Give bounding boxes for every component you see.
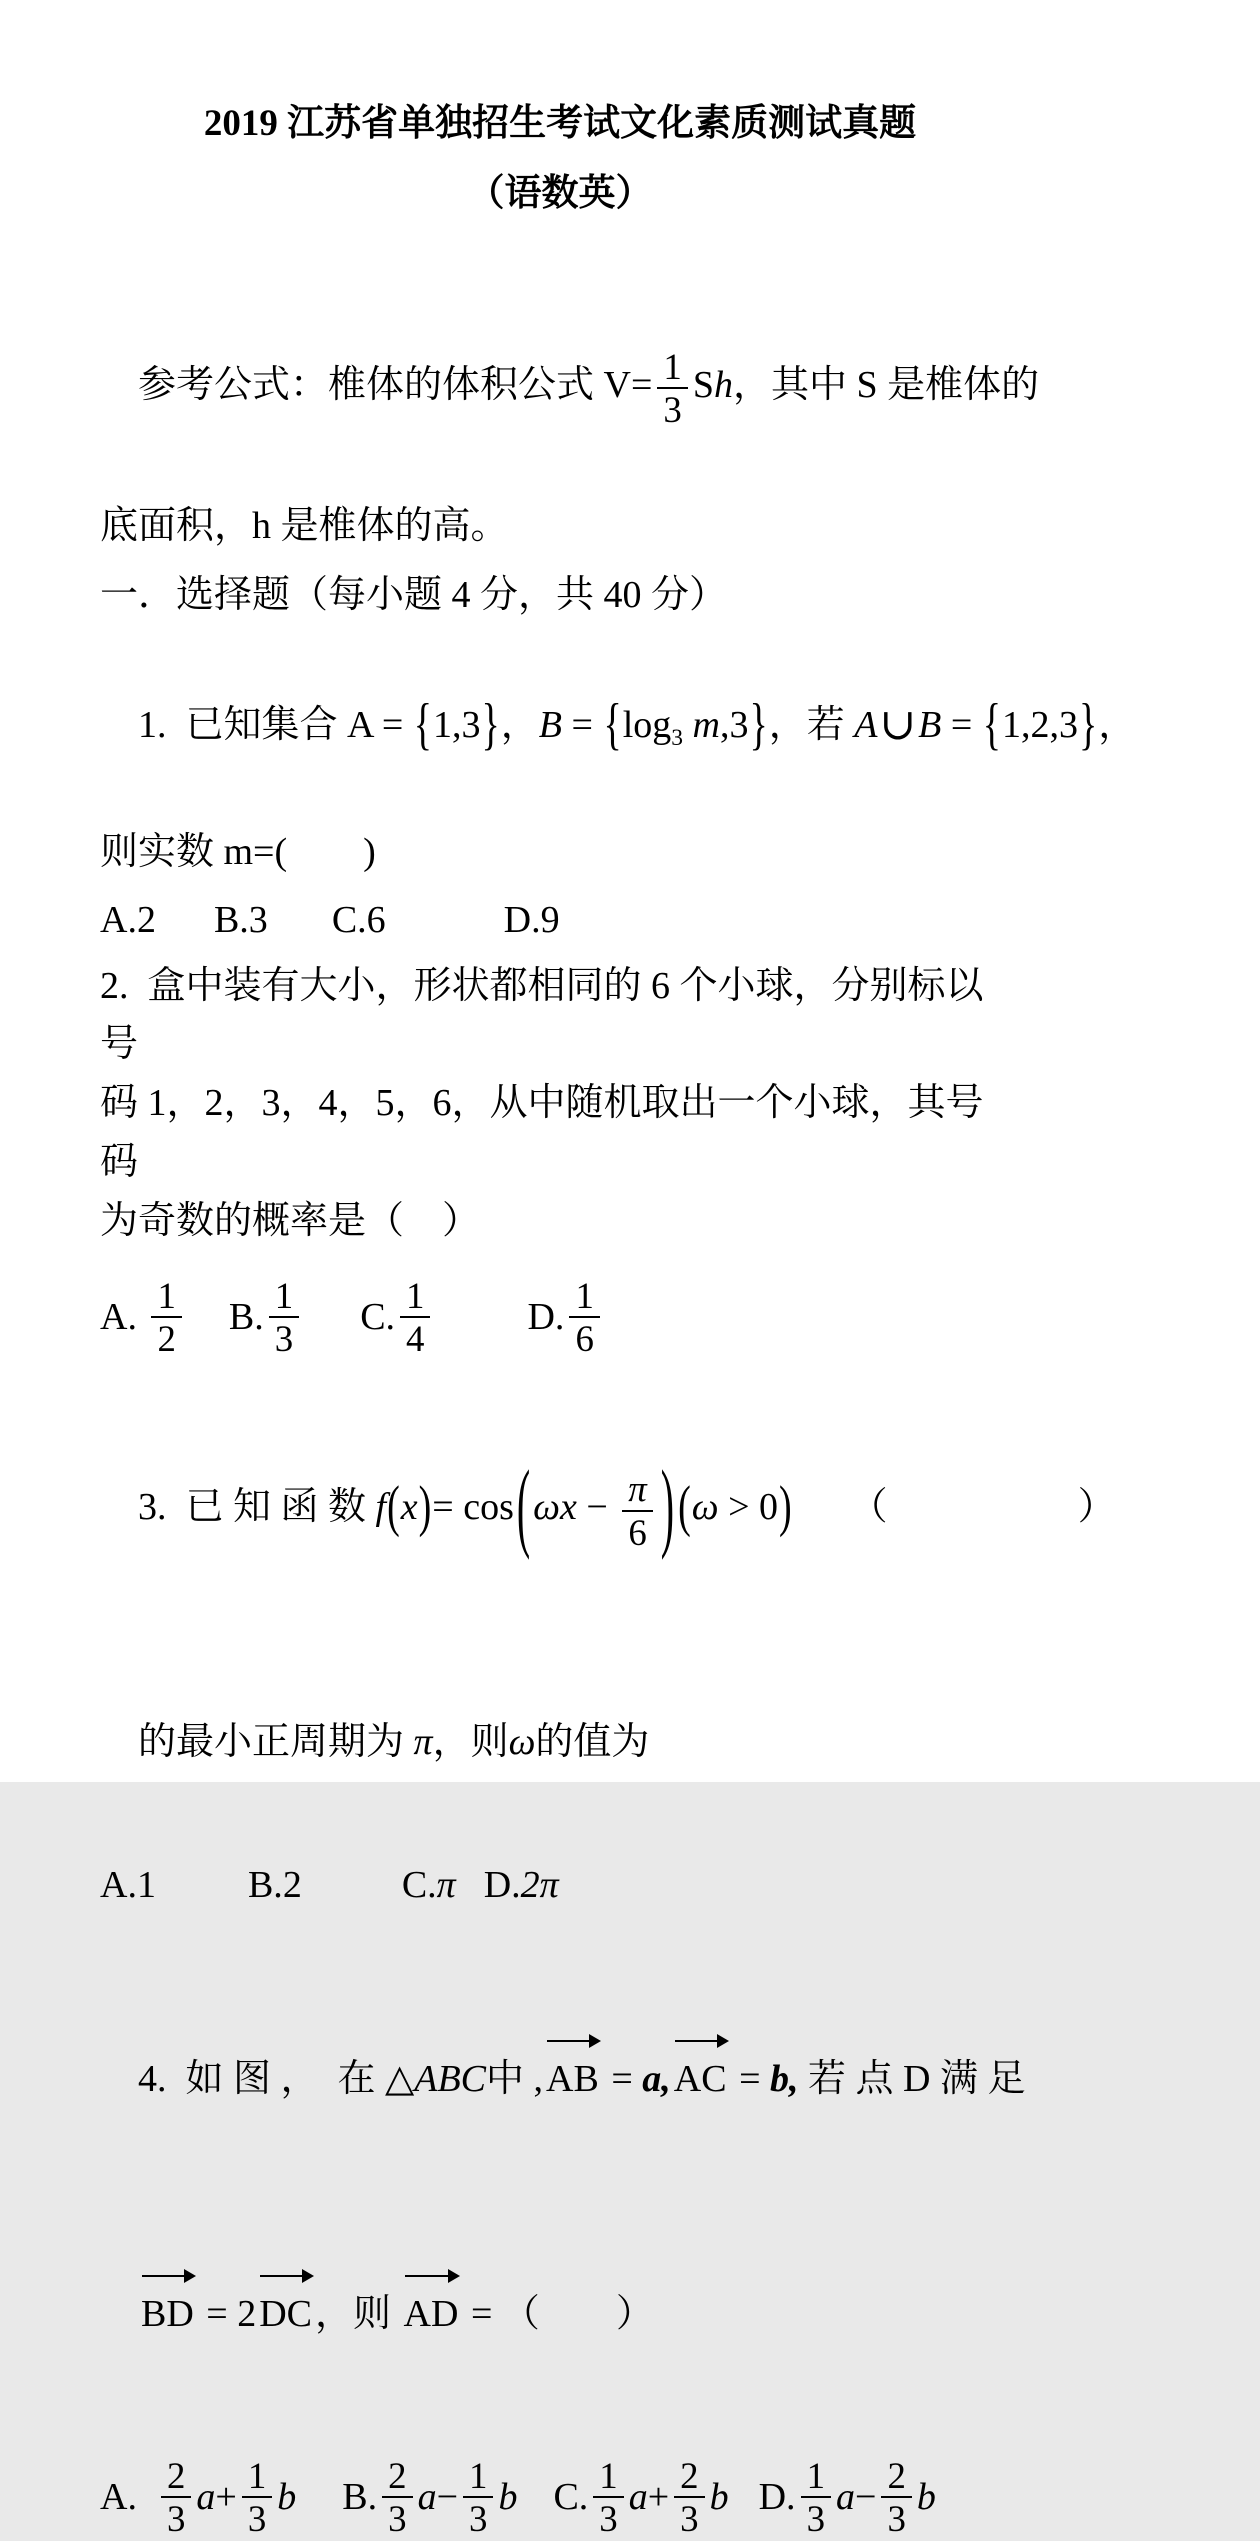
q3-answer-parens: （ ）	[792, 1486, 1116, 1529]
question-1-line-1	[100, 633, 1137, 819]
fraction-one-third: $\frac{1}{3}$	[657, 346, 687, 431]
left-brace: {	[603, 693, 622, 757]
left-brace: {	[413, 693, 433, 757]
question-1-options	[100, 892, 1020, 949]
q1-text: 1. 已知集合 A =	[138, 704, 413, 747]
note-text: 参考公式：椎体的体积公式 V=	[138, 363, 653, 406]
q4-text-5: = （ ）	[461, 2293, 654, 2336]
q2-option-d	[527, 1273, 604, 1362]
q1-text-2: ，若	[768, 704, 855, 747]
q4-option-a: A. $\frac{2}{3}$ a + $\frac{1}{3}$ b	[100, 2454, 297, 2540]
q4-text-4: ，则	[315, 2293, 401, 2336]
q3-equals-cos: = cos	[432, 1486, 514, 1529]
q3-option-c: C. π	[401, 1863, 456, 1906]
question-2-line-3: 为奇数的概率是（ ）	[100, 1200, 481, 1243]
page-title: 2019 江苏省单独招生考试文化素质测试真题	[203, 103, 917, 144]
option-label: B.	[228, 1295, 264, 1338]
vector-DC: DC	[259, 2285, 312, 2344]
right-brace: }	[1079, 693, 1098, 757]
q3-text-4: 的值为	[535, 1720, 650, 1763]
fraction: $\frac{2}{3}$	[881, 2455, 911, 2540]
q3-gt-zero: > 0	[718, 1486, 778, 1529]
question-1-line-2: 则实数 m=( )	[100, 830, 376, 873]
page-subtitle: （语数英）	[467, 172, 653, 214]
q4-text-3: 若 点 D 满 足	[798, 2058, 1026, 2101]
q4-ABC-italic: ABC	[414, 2058, 487, 2101]
q1-set-2-rest: ,3	[720, 704, 749, 747]
q1-option-c: C.6	[331, 898, 386, 941]
q3-f-italic: f	[375, 1486, 387, 1529]
reference-formula-line-2: 底面积，h 是椎体的高。	[100, 505, 509, 548]
q4-equals: =	[601, 2058, 643, 2101]
q3-option-b: B. 2	[247, 1863, 302, 1906]
q3-pi-italic: π	[413, 1720, 433, 1763]
q1-B2-italic: B	[918, 704, 942, 747]
question-4-options	[100, 2453, 1020, 2541]
vector-AD: AD	[404, 2285, 459, 2344]
option-label: D.	[527, 1295, 565, 1338]
q2-option-c	[360, 1273, 435, 1362]
note-h-italic: h	[713, 363, 733, 406]
union-symbol: ∪	[879, 701, 917, 750]
option-label: C.	[360, 1295, 396, 1338]
q1-log: log	[622, 704, 672, 747]
vector-AC: AC	[674, 2050, 727, 2109]
option-label: A.	[100, 1295, 147, 1338]
vector-BD: BD	[141, 2285, 194, 2344]
q4-option-b: B. $\frac{2}{3}$ a − $\frac{1}{3}$ b	[342, 2454, 518, 2540]
fraction: $\frac{2}{3}$	[674, 2455, 704, 2540]
question-2-line-1: 2. 盒中装有大小，形状都相同的 6 个小球，分别标以号	[100, 964, 984, 1066]
big-right-paren: )	[660, 1449, 675, 1562]
fraction: $\frac{2}{3}$	[161, 2455, 191, 2540]
q1-set-1: 1,3	[433, 704, 481, 747]
q1-option-d: D.9	[503, 898, 560, 941]
q4-text-2: 中 ,	[486, 2058, 544, 2101]
q1-comma-2: ，	[1098, 704, 1137, 747]
fraction: $\frac{1}{3}$	[269, 1275, 299, 1360]
q2-option-b	[229, 1273, 304, 1362]
question-4-line-1	[100, 1992, 1026, 2169]
right-paren: )	[418, 1475, 432, 1539]
reference-formula-line	[100, 285, 1040, 491]
left-paren: (	[678, 1475, 691, 1539]
fraction: $\frac{1}{3}$	[593, 2455, 623, 2540]
note-text-2: ，其中 S 是椎体的	[732, 363, 1040, 406]
q1-comma: ，	[500, 704, 539, 747]
q3-omega-x-italic: ωx	[533, 1486, 577, 1529]
q1-m-italic: m	[683, 704, 720, 747]
q1-option-b: B.3	[213, 898, 268, 941]
q3-x-italic: x	[400, 1486, 418, 1529]
q3-option-a: A. 1	[100, 1863, 156, 1906]
question-3-line-1	[100, 1408, 1116, 1614]
q1-B-italic: B	[538, 704, 563, 747]
q3-text: 3. 已 知 函 数	[138, 1486, 376, 1529]
q3-omega-2-italic: ω	[508, 1720, 536, 1763]
q4-option-d: D. $\frac{1}{3}$ a − $\frac{2}{3}$ b	[758, 2454, 936, 2540]
q3-text-2: 的最小正周期为	[138, 1720, 414, 1763]
q4-option-c: C. $\frac{1}{3}$ a + $\frac{2}{3}$ b	[553, 2454, 729, 2540]
left-brace: {	[982, 693, 1001, 757]
fraction: $\frac{2}{3}$	[382, 2455, 412, 2540]
q3-option-d: D. 2π	[483, 1863, 559, 1906]
q1-log-base: 3	[671, 725, 684, 752]
fraction: $\frac{1}{3}$	[463, 2455, 493, 2540]
q1-equals: =	[562, 704, 603, 747]
fraction: $\frac{1}{2}$	[151, 1275, 181, 1360]
q4-b-bold-italic: b,	[770, 2058, 799, 2101]
question-2-line-2: 码 1，2，3，4，5，6，从中随机取出一个小球，其号码	[100, 1082, 984, 1184]
fraction: $\frac{1}{6}$	[569, 1275, 599, 1360]
fraction: $\frac{1}{3}$	[801, 2455, 831, 2540]
fraction: $\frac{1}{4}$	[400, 1275, 430, 1360]
q3-omega-italic: ω	[691, 1486, 719, 1529]
question-2-options	[100, 1273, 1020, 1362]
q2-option-a	[100, 1273, 187, 1362]
question-3-options	[100, 1857, 1020, 1914]
minus-sign: −	[576, 1486, 618, 1529]
question-3-line-2	[100, 1654, 1020, 1831]
triangle-symbol: △	[385, 2058, 415, 2101]
vector-AB: AB	[546, 2050, 599, 2109]
q1-A-italic: A	[854, 704, 878, 747]
q4-text: 4. 如 图 ， 在	[138, 2058, 386, 2101]
q3-text-3: ，则	[432, 1720, 509, 1763]
fraction-pi-sixth: $\frac{\pi}{6}$	[622, 1468, 652, 1553]
q1-option-a: A.2	[100, 898, 156, 941]
note-S: S	[692, 363, 714, 406]
question-4-line-2	[100, 2226, 1020, 2403]
left-paren: (	[387, 1475, 400, 1539]
q1-equals-2: =	[941, 704, 982, 747]
right-brace: }	[481, 693, 500, 757]
fraction: $\frac{1}{3}$	[242, 2455, 272, 2540]
q4-equals-3: = 2	[196, 2293, 257, 2336]
big-left-paren: (	[516, 1449, 531, 1562]
q4-a-bold-italic: a,	[642, 2058, 671, 2101]
right-paren: )	[779, 1475, 792, 1539]
right-brace: }	[749, 693, 768, 757]
q1-set-3: 1,2,3	[1002, 704, 1078, 747]
q4-equals-2: =	[729, 2058, 771, 2101]
section-heading: 一．选择题（每小题 4 分，共 40 分）	[100, 574, 728, 617]
